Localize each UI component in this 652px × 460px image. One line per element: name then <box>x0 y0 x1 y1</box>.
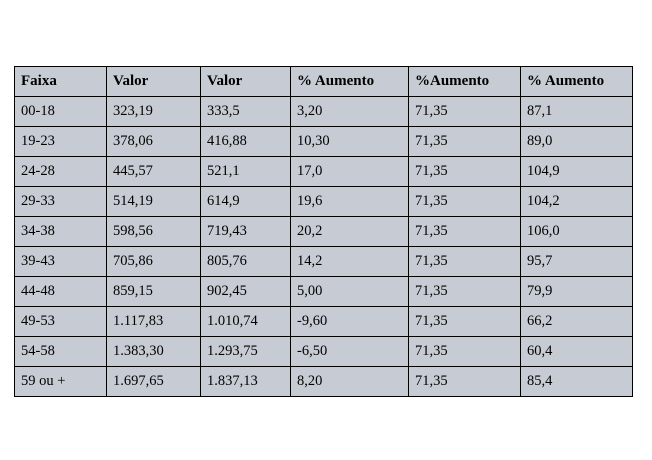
cell-valor-2: 1.837,13 <box>201 367 291 397</box>
cell-aumento-1: 17,0 <box>291 157 409 187</box>
table-row <box>15 127 633 157</box>
cell-aumento-2: 71,35 <box>409 367 521 397</box>
cell-aumento-1: 8,20 <box>291 367 409 397</box>
table-header-row <box>15 67 633 97</box>
cell-valor-2: 416,88 <box>201 127 291 157</box>
cell-aumento-3: 85,4 <box>521 367 633 397</box>
table-row <box>15 307 633 337</box>
table-row <box>15 97 633 127</box>
cell-aumento-3: 104,9 <box>521 157 633 187</box>
cell-faixa: 00-18 <box>15 97 107 127</box>
cell-valor-2: 1.293,75 <box>201 337 291 367</box>
cell-aumento-2: 71,35 <box>409 157 521 187</box>
cell-aumento-2: 71,35 <box>409 277 521 307</box>
cell-valor-1: 1.117,83 <box>107 307 201 337</box>
cell-aumento-3: 66,2 <box>521 307 633 337</box>
cell-valor-1: 514,19 <box>107 187 201 217</box>
cell-valor-1: 705,86 <box>107 247 201 277</box>
cell-valor-1: 445,57 <box>107 157 201 187</box>
cell-faixa: 44-48 <box>15 277 107 307</box>
cell-aumento-3: 79,9 <box>521 277 633 307</box>
cell-aumento-2: 71,35 <box>409 97 521 127</box>
cell-faixa: 54-58 <box>15 337 107 367</box>
cell-aumento-1: 3,20 <box>291 97 409 127</box>
cell-faixa: 39-43 <box>15 247 107 277</box>
cell-aumento-2: 71,35 <box>409 247 521 277</box>
cell-valor-2: 1.010,74 <box>201 307 291 337</box>
cell-aumento-1: -6,50 <box>291 337 409 367</box>
cell-aumento-1: -9,60 <box>291 307 409 337</box>
column-header-valor-2: Valor <box>201 67 291 97</box>
column-header-aumento-1: % Aumento <box>291 67 409 97</box>
cell-aumento-1: 10,30 <box>291 127 409 157</box>
cell-aumento-2: 71,35 <box>409 337 521 367</box>
cell-faixa: 24-28 <box>15 157 107 187</box>
price-increase-table <box>14 66 633 397</box>
cell-aumento-3: 87,1 <box>521 97 633 127</box>
cell-valor-2: 719,43 <box>201 217 291 247</box>
cell-valor-2: 614,9 <box>201 187 291 217</box>
table-body <box>15 97 633 397</box>
cell-valor-1: 1.697,65 <box>107 367 201 397</box>
column-header-aumento-3: % Aumento <box>521 67 633 97</box>
cell-faixa: 59 ou + <box>15 367 107 397</box>
cell-aumento-1: 19,6 <box>291 187 409 217</box>
cell-valor-1: 378,06 <box>107 127 201 157</box>
cell-faixa: 34-38 <box>15 217 107 247</box>
table-row <box>15 337 633 367</box>
cell-aumento-3: 104,2 <box>521 187 633 217</box>
table-row <box>15 277 633 307</box>
cell-aumento-1: 20,2 <box>291 217 409 247</box>
cell-valor-1: 598,56 <box>107 217 201 247</box>
cell-valor-2: 805,76 <box>201 247 291 277</box>
cell-valor-2: 333,5 <box>201 97 291 127</box>
cell-valor-1: 1.383,30 <box>107 337 201 367</box>
table-row <box>15 367 633 397</box>
table-row <box>15 187 633 217</box>
column-header-valor-1: Valor <box>107 67 201 97</box>
column-header-aumento-2: %Aumento <box>409 67 521 97</box>
column-header-faixa: Faixa <box>15 67 107 97</box>
cell-valor-2: 902,45 <box>201 277 291 307</box>
table-row <box>15 247 633 277</box>
cell-valor-1: 323,19 <box>107 97 201 127</box>
cell-valor-2: 521,1 <box>201 157 291 187</box>
cell-aumento-3: 106,0 <box>521 217 633 247</box>
cell-aumento-2: 71,35 <box>409 307 521 337</box>
cell-aumento-2: 71,35 <box>409 217 521 247</box>
cell-aumento-3: 95,7 <box>521 247 633 277</box>
cell-aumento-1: 5,00 <box>291 277 409 307</box>
cell-aumento-2: 71,35 <box>409 127 521 157</box>
table-header <box>15 67 633 97</box>
cell-faixa: 49-53 <box>15 307 107 337</box>
cell-faixa: 29-33 <box>15 187 107 217</box>
cell-aumento-3: 89,0 <box>521 127 633 157</box>
cell-aumento-2: 71,35 <box>409 187 521 217</box>
cell-aumento-3: 60,4 <box>521 337 633 367</box>
table-row <box>15 157 633 187</box>
table-container <box>14 66 632 397</box>
cell-aumento-1: 14,2 <box>291 247 409 277</box>
cell-valor-1: 859,15 <box>107 277 201 307</box>
cell-faixa: 19-23 <box>15 127 107 157</box>
table-row <box>15 217 633 247</box>
